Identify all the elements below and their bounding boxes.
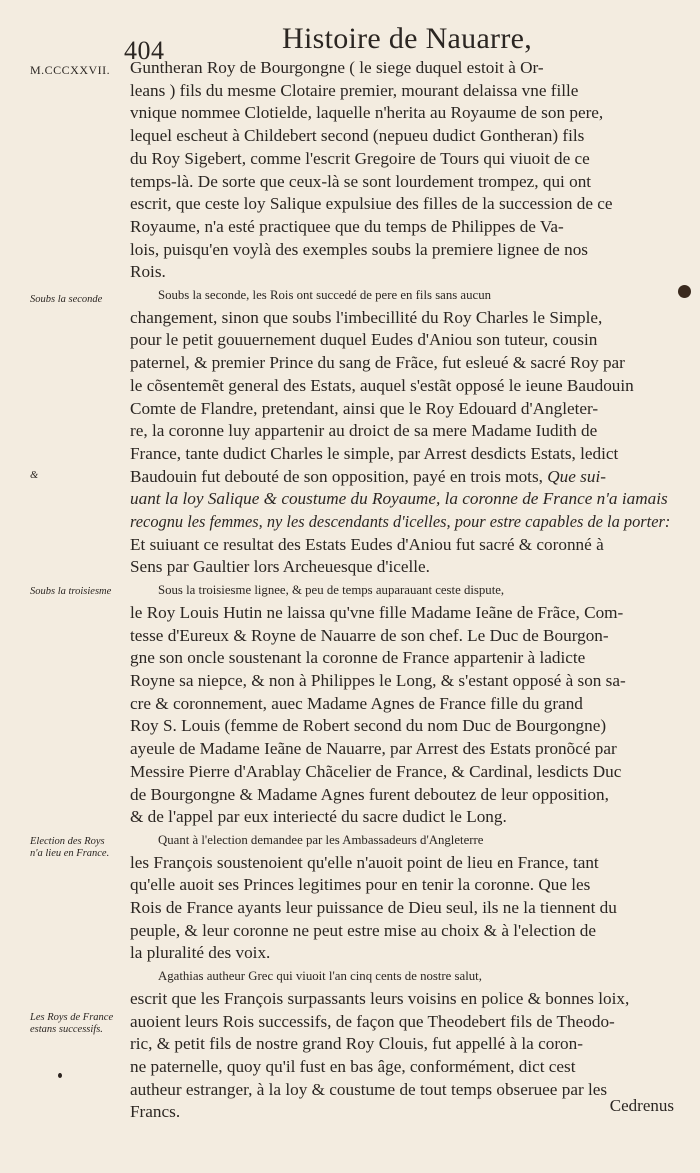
text-line: escrit que les François surpassants leurs voisins en police & bonnes loix, [130, 988, 630, 1008]
text-line: vnique nommee Clotielde, laquelle n'herita au Royaume de son pere, [130, 103, 604, 123]
paragraph-second-lineage [130, 284, 675, 579]
page-number: 404 [124, 36, 165, 65]
italic-quote-line: uant la loy Salique & coustume du Royaume, la coronne de France n'a iamais [130, 489, 668, 509]
text-line: lois, puisqu'en voylà des exemples soubs la premiere lignee de nos [130, 239, 588, 259]
text-line: Soubs la seconde, les Rois ont succedé de pere en fils sans aucun [158, 288, 491, 303]
text-line: France, tante dudict Charles le simple, par Arrest desdicts Estats, ledict [130, 443, 619, 463]
running-title: Histoire de Nauarre, [282, 22, 533, 55]
text-line: Agathias autheur Grec qui viuoit l'an cinq cents de nostre salut, [158, 969, 482, 984]
ink-blot [678, 285, 691, 298]
text-line: qu'elle auoit ses Princes legitimes pour en tenir la coronne. Que les [130, 875, 591, 895]
text-line: Francs. [130, 1102, 181, 1122]
margin-note-line: Les Roys de France [30, 1012, 114, 1023]
text-line: cre & coronnement, auec Madame Agnes de France fille du grand [130, 693, 583, 713]
text-line: gne son oncle soustenant la coronne de France appartenir à ladicte [130, 648, 586, 668]
paragraph-first-lineage [130, 57, 675, 284]
text-line: Quant à l'election demandee par les Ambassadeurs d'Angleterre [158, 832, 484, 847]
text-line: la pluralité des voix. [130, 943, 271, 963]
paragraph-agathias [130, 965, 675, 1124]
margin-note-ampersand [30, 470, 126, 482]
text-line: Rois de France ayants leur puissance de Dieu seul, ils ne la tiennent du [130, 898, 617, 918]
text-line [130, 466, 675, 489]
text-line: pour le petit gouuernement duquel Eudes d'Aniou son tuteur, cousin [130, 330, 598, 350]
catchword: Cedrenus [609, 1096, 674, 1115]
italic-quote-start: Que sui- [547, 466, 606, 486]
text-line: ric, & petit fils de nostre grand Roy Clouis, fut appellé à la coron- [130, 1034, 583, 1054]
text-line: Comte de Flandre, pretendant, ainsi que le Roy Edouard d'Angleter- [130, 398, 599, 418]
margin-note-line: Election des Roys [30, 836, 105, 847]
text-line: autheur estranger, à la loy & coustume de tout temps obseruee par les [130, 1079, 608, 1099]
text-line: tesse d'Eureux & Royne de Nauarre de son chef. Le Duc de Bourgon- [130, 625, 609, 645]
margin-note-election [30, 836, 126, 860]
text-line: le Roy Louis Hutin ne laissa qu'vne fille Madame Ieãne de Frãce, Com- [130, 602, 624, 622]
margin-note-line: & [30, 470, 39, 481]
text-line: les François soustenoient qu'elle n'auoit point de lieu en France, tant [130, 852, 599, 872]
text-line: le cõsentemẽt general des Estats, auquel s'estãt opposé le ieune Baudouin [130, 375, 634, 395]
margin-note-line: Soubs la troisiesme [30, 586, 112, 597]
text-line: re, la coronne luy appartenir au droict de sa mere Madame Iudith de [130, 421, 598, 441]
text-line: du Roy Sigebert, comme l'escrit Gregoire de Tours qui viuoit de ce [130, 148, 590, 168]
margin-note-troisiesme [30, 586, 126, 598]
text-line: temps-là. De sorte que ceux-là se sont lourdement trompez, qui ont [130, 171, 592, 191]
margin-note-successifs [30, 1012, 126, 1036]
ink-mark [58, 1073, 62, 1078]
text-line: ne paternelle, quoy qu'il fust en bas âge, conformément, dict cest [130, 1056, 576, 1076]
text-line: paternel, & premier Prince du sang de Frãce, fut esleué & sacré Roy par [130, 353, 625, 373]
text-line: auoient leurs Rois successifs, de façon que Theodebert fils de Theodo- [130, 1011, 615, 1031]
text-line: & de l'appel par eux interiecté du sacre dudict le Long. [130, 807, 507, 827]
paragraph-election [130, 829, 675, 965]
text-line: lequel escheut à Childebert second (nepueu dudict Gontheran) fils [130, 126, 585, 146]
text-line: Messire Pierre d'Arablay Chãcelier de France, & Cardinal, lesdicts Duc [130, 761, 622, 781]
text-line: Et suiuant ce resultat des Estats Eudes d'Aniou fut sacré & coronné à [130, 534, 604, 554]
paragraph-third-lineage [130, 579, 675, 829]
text-line: escrit, que ceste loy Salique expulsiue des filles de la succession de ce [130, 194, 613, 214]
text-line: Roy S. Louis (femme de Robert second du nom Duc de Bourgongne) [130, 716, 607, 736]
text-line-part: Baudouin fut debouté de son opposition, payé en trois mots, [130, 466, 543, 486]
margin-year: M.CCCXXVII. [30, 63, 111, 77]
text-line: leans ) fils du mesme Clotaire premier, mourant delaissa vne fille [130, 80, 579, 100]
text-line: changement, sinon que soubs l'imbecillité du Roy Charles le Simple, [130, 307, 603, 327]
italic-quote-line: recognu les femmes, ny les descendants d'icelles, pour estre capables de la porter: [130, 512, 671, 532]
text-line: Rois. [130, 262, 166, 282]
margin-note-line: estans successifs. [30, 1024, 103, 1035]
text-line: de Bourgongne & Madame Agnes furent deboutez de leur opposition, [130, 784, 609, 804]
margin-note-line: n'a lieu en France. [30, 848, 110, 859]
text-line: peuple, & leur coronne ne peut estre mise au choix & à l'election de [130, 920, 597, 940]
text-line: Royne sa niepce, & non à Philippes le Long, & s'estant opposé à son sa- [130, 670, 626, 690]
margin-note-seconde [30, 294, 126, 306]
text-line: ayeule de Madame Ieãne de Nauarre, par Arrest des Estats pronõcé par [130, 739, 617, 759]
text-line: Royaume, n'a esté practiquee que du temps de Philippes de Va- [130, 216, 564, 236]
text-line: Sous la troisiesme lignee, & peu de temps auparauant ceste dispute, [158, 583, 505, 598]
margin-note-line: Soubs la seconde [30, 294, 103, 305]
text-line: Sens par Gaultier lors Archeuesque d'icelle. [130, 557, 430, 577]
text-line: Guntheran Roy de Bourgongne ( le siege duquel estoit à Or- [130, 58, 544, 77]
main-text [130, 57, 675, 1124]
